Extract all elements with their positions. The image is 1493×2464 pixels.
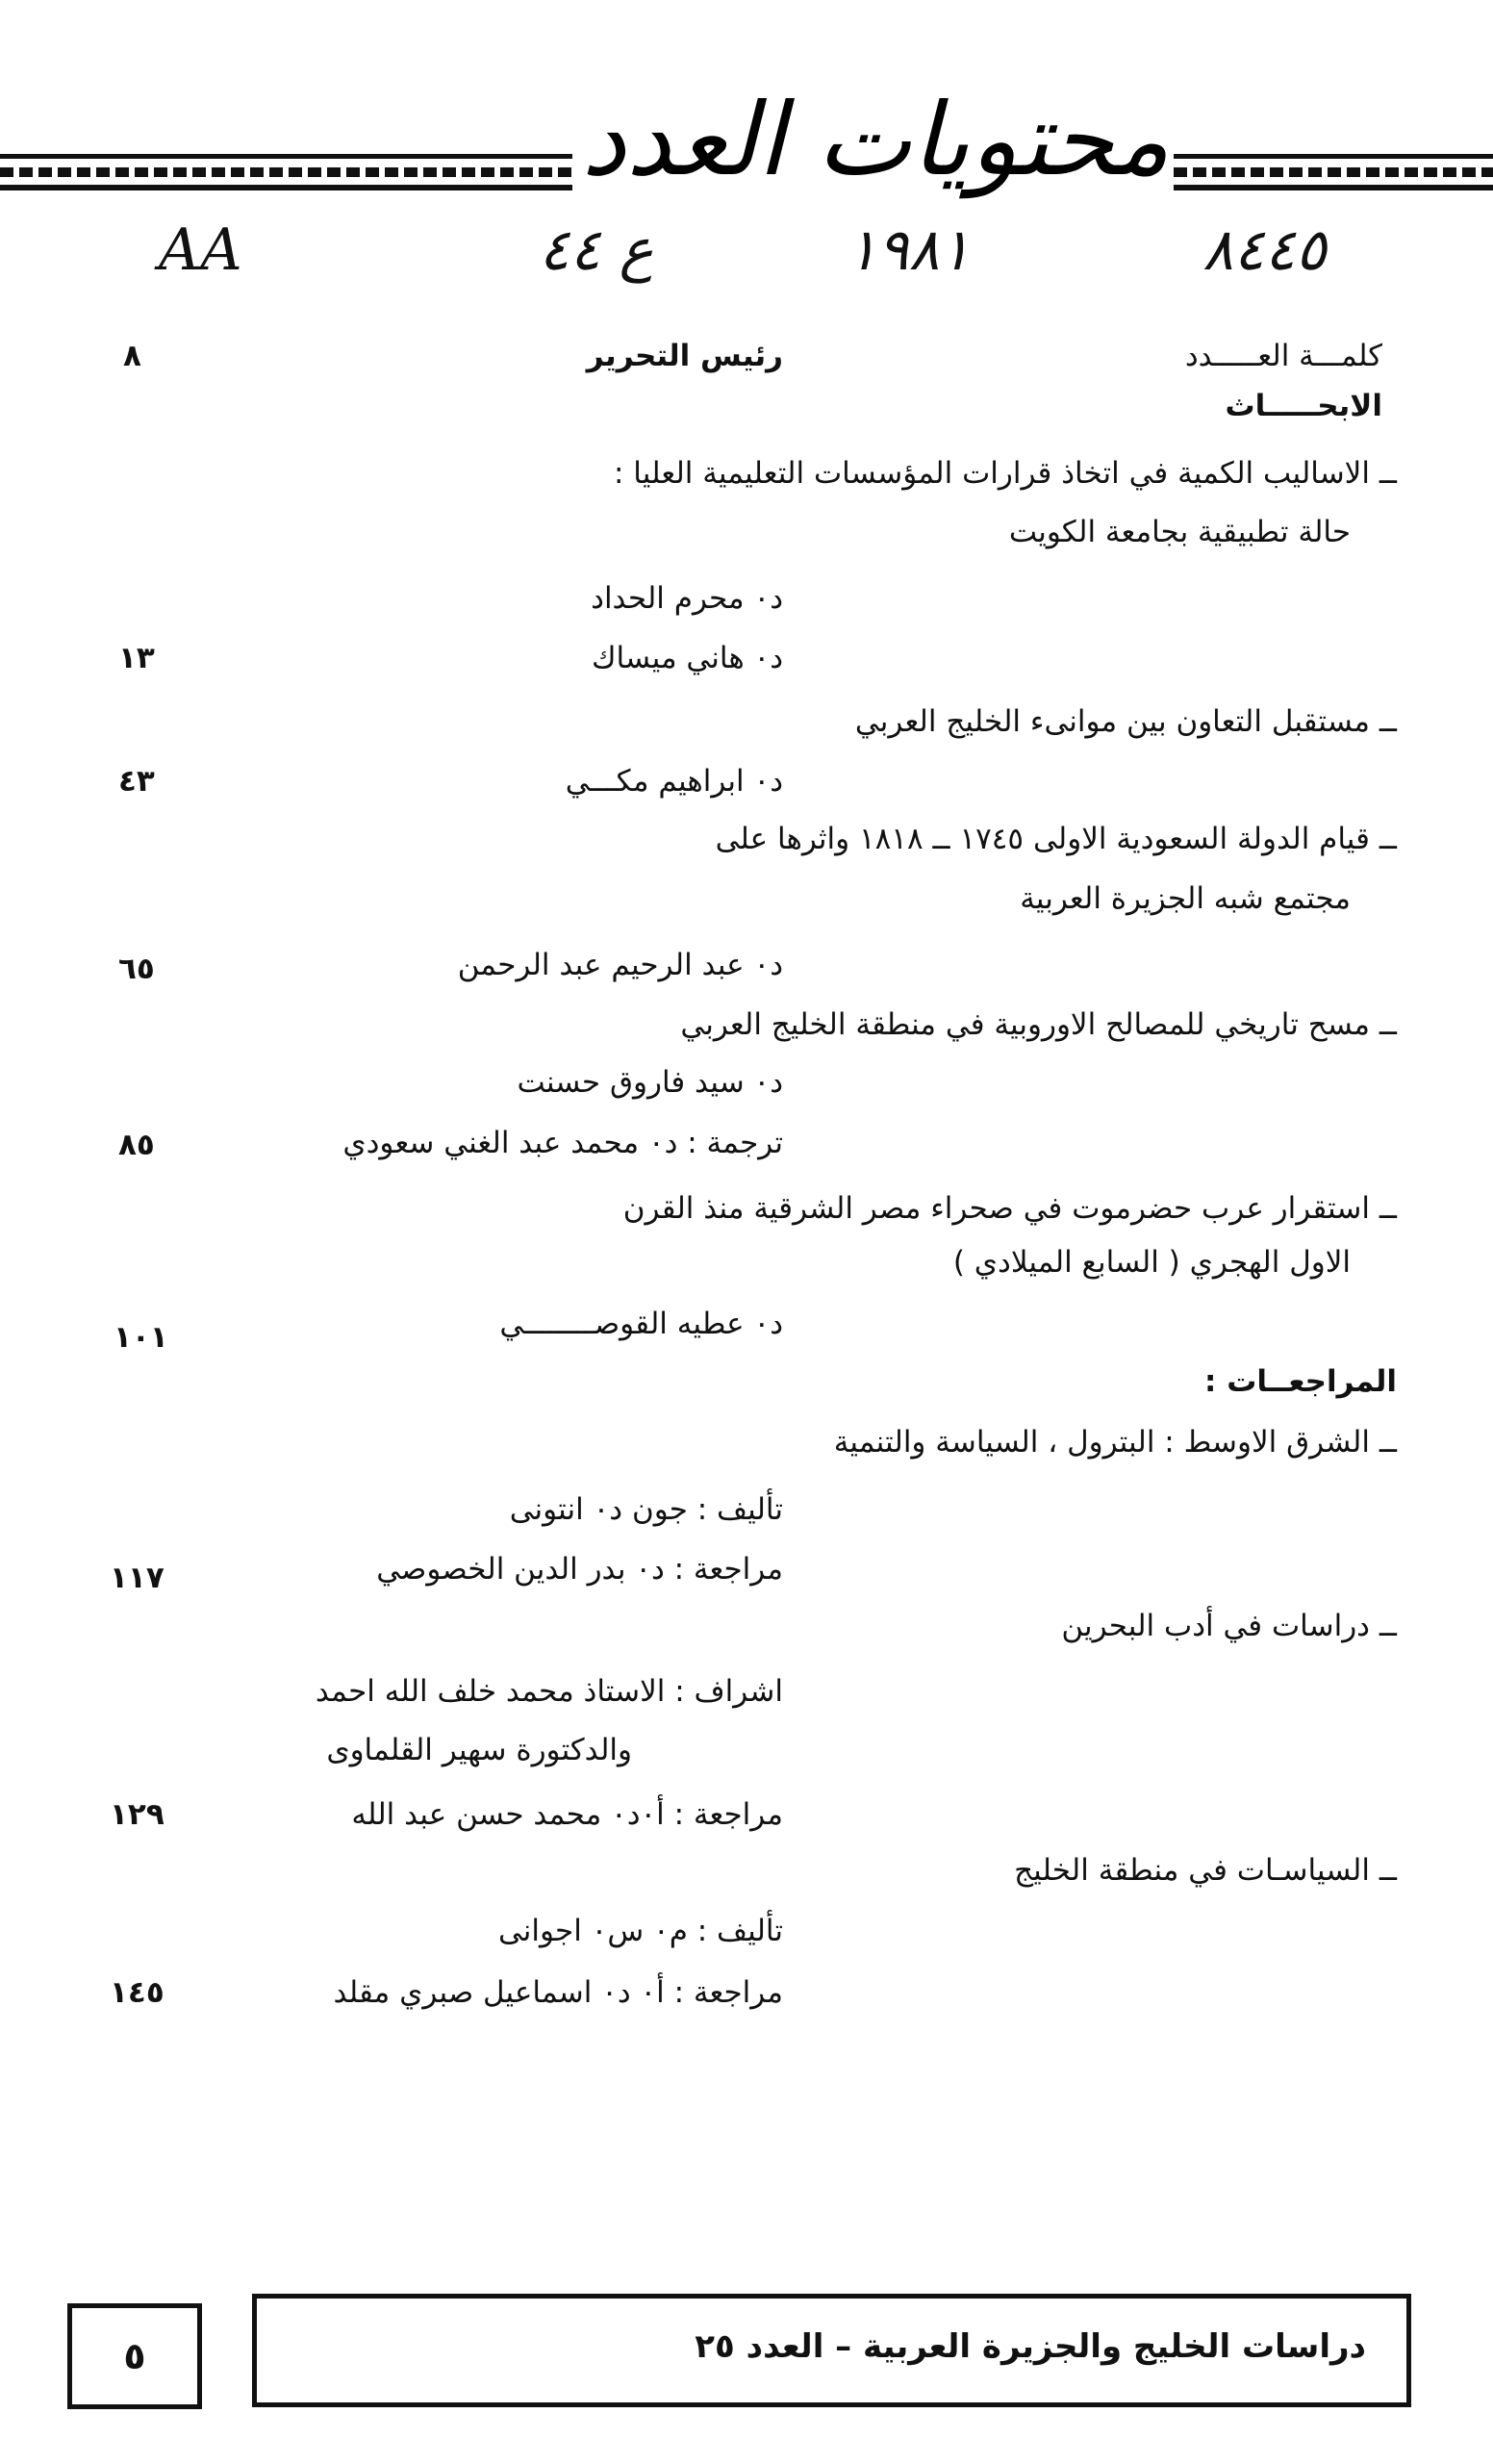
review-author: تأليف : جون د٠ انتونى [509,1492,783,1527]
review-title: ــ دراسات في أدب البحرين [1061,1609,1397,1643]
review-supervisor: اشراف : الاستاذ محمد خلف الله احمد [315,1674,783,1709]
research-title: ــ استقرار عرب حضرموت في صحراء مصر الشرقية منذ القرن [622,1191,1397,1226]
page-number: ١٣ [118,641,155,675]
section-heading-reviews: المراجعــات : [1204,1364,1397,1399]
page-title: محتويات العدد [581,81,1170,198]
page-number: ٨٥ [118,1128,155,1162]
research-title: ــ الاساليب الكمية في اتخاذ قرارات المؤسسات التعليمية العليا : [614,456,1397,491]
research-author: د٠ سيد فاروق حسنت [517,1065,783,1100]
page-number: ٤٣ [118,764,155,799]
research-author: د٠ ابراهيم مكـــي [565,764,783,799]
editorial-author: رئيس التحرير [586,339,783,373]
review-reviewer: مراجعة : د٠ بدر الدين الخصوصي [376,1552,783,1587]
review-title: ــ الشرق الاوسط : البترول ، السياسة والتنمية [833,1425,1397,1460]
footer-page-number: ٥ [123,2335,146,2377]
footer-page-box [67,2303,202,2409]
header-rule-right [1174,154,1493,198]
review-supervisor-cont: والدكتورة سهير القلماوى [326,1733,632,1767]
research-title: ــ مسح تاريخي للمصالح الاوروبية في منطقة الخليج العربي [680,1007,1397,1042]
research-author: د٠ عبد الرحيم عبد الرحمن [457,948,783,982]
research-title: ــ قيام الدولة السعودية الاولى ١٧٤٥ ــ ١٨١٨ واثرها على [715,822,1397,856]
page-number: ١٢٩ [110,1797,164,1832]
research-author: د٠ عطيه القوصــــــــي [499,1307,783,1341]
handwritten-note-issue: ع ٤٤ [539,216,654,284]
review-reviewer: مراجعة : أ٠د٠ محمد حسن عبد الله [351,1797,783,1832]
review-reviewer: مراجعة : أ٠ د٠ اسماعيل صبري مقلد [333,1975,783,2010]
page-number: ١٤٥ [110,1975,164,2010]
handwritten-note-year: ١٩٨١ [847,216,971,284]
page-number: ١٠١ [114,1320,168,1355]
footer-journal-box [252,2294,1411,2407]
research-title-cont: حالة تطبيقية بجامعة الكويت [1008,515,1351,549]
section-heading-research: الابحـــــاث [1225,389,1382,423]
footer-journal-title: دراسات الخليج والجزيرة العربية – العدد ٢٥ [695,2327,1366,2366]
research-title-cont: مجتمع شبه الجزيرة العربية [1020,881,1351,916]
editorial-label: كلمـــة العـــــدد [1184,339,1382,373]
research-author: د٠ هاني ميساك [591,641,783,675]
research-title-cont: الاول الهجري ( السابع الميلادي ) [952,1245,1351,1280]
research-translator: ترجمة : د٠ محمد عبد الغني سعودي [342,1126,783,1160]
header-rule-left [0,154,572,198]
research-author: د٠ محرم الحداد [591,581,783,616]
handwritten-note-right: ٨٤٤٥ [1202,216,1327,284]
page-number: ١١٧ [110,1561,164,1595]
page-number: ٨ [123,339,141,373]
review-author: تأليف : م٠ س٠ اجوانى [497,1914,783,1948]
handwritten-note-left: AA [159,216,242,284]
page-number: ٦٥ [118,952,155,986]
research-title: ــ مستقبل التعاون بين موانىء الخليج العربي [854,704,1397,739]
review-title: ــ السياسـات في منطقة الخليج [1014,1853,1397,1888]
